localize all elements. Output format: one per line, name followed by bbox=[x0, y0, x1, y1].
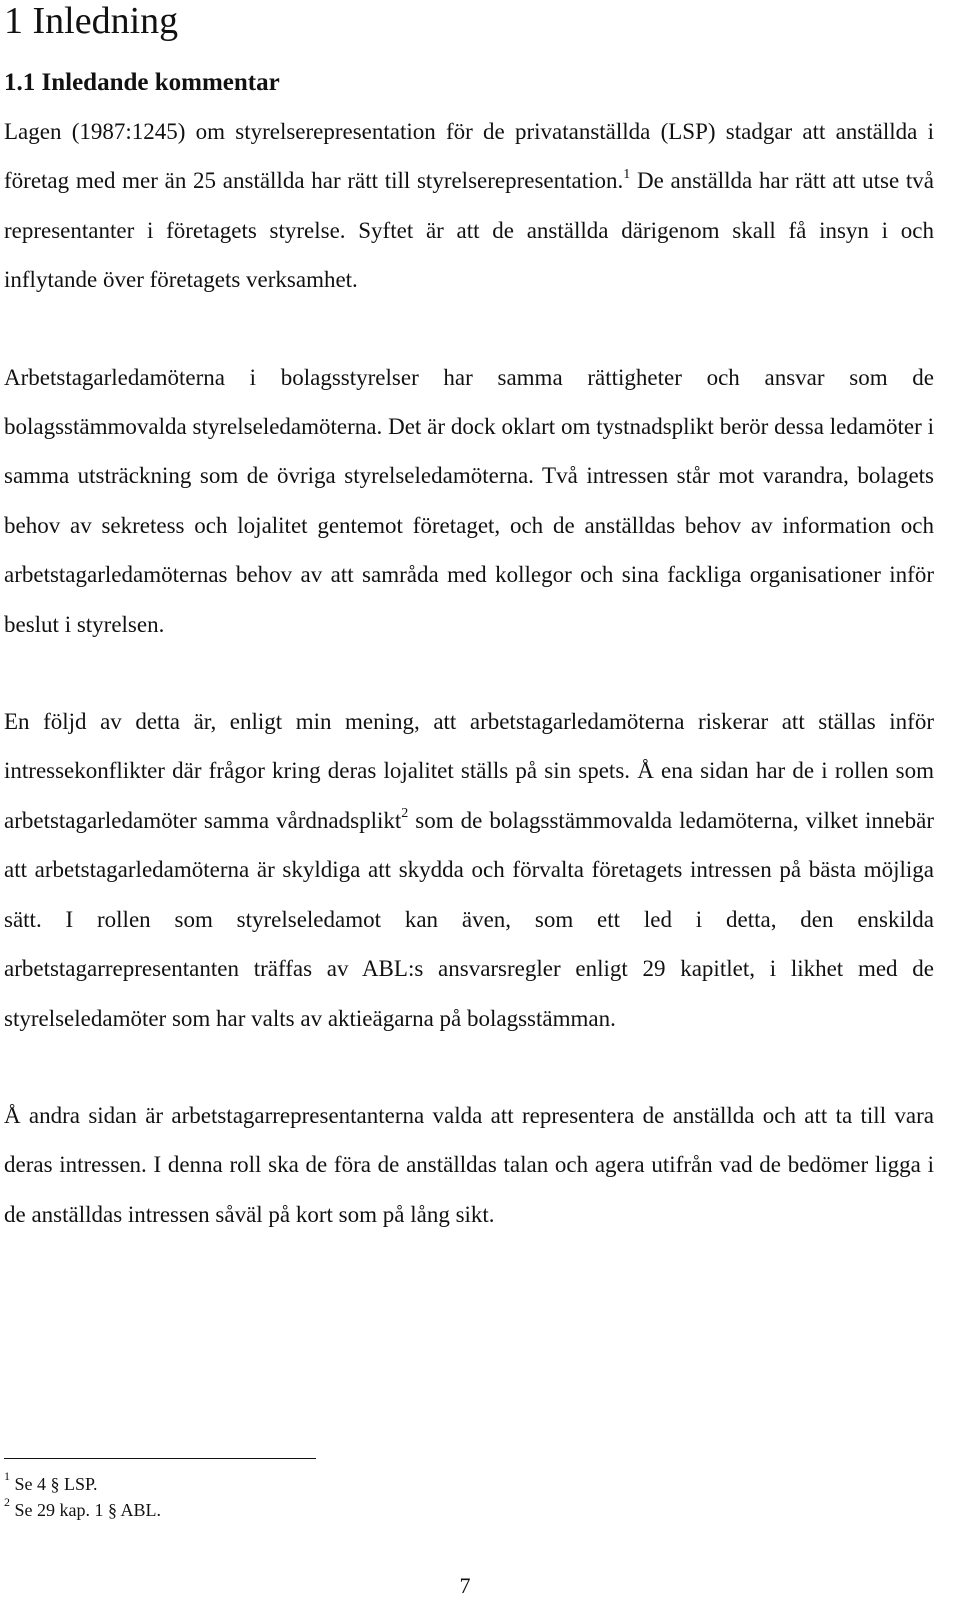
footnote-ref-1: 1 bbox=[623, 166, 631, 182]
paragraph-3-text-b: som de bolagsstämmovalda ledamöterna, vilket innebär att arbetstagarledamöterna är skyldiga att skydda och förvalta företagets intressen på bästa möjliga sätt. I rollen som styrelseledamot kan även, som ett led i detta, den enskilda arbetstagarrepresentanten träffas av ABL:s ansvarsregler enligt 29 kapitlet, i likhet med de styrelseledamöter som har valts av aktieägarna på bolagsstämman. bbox=[4, 807, 934, 1031]
footnote-1 bbox=[4, 1471, 161, 1497]
chapter-heading: 1 Inledning bbox=[4, 0, 179, 42]
page-number: 7 bbox=[459, 1573, 471, 1598]
section-heading: 1.1 Inledande kommentar bbox=[4, 69, 280, 96]
footnote-1-number: 1 bbox=[4, 1469, 10, 1483]
footnote-ref-2: 2 bbox=[401, 806, 409, 822]
paragraph-1-text-a: Lagen (1987:1245) om styrelserepresentation för de privatanställda (LSP) stadgar att anställda i företag med mer än 25 anställda har rätt till styrelserepresentation. bbox=[4, 119, 934, 194]
paragraph-2: Arbetstagarledamöterna i bolagsstyrelser har samma rättigheter och ansvar som de bolagsstämmovalda styrelseledamöterna. Det är dock oklart om tystnadsplikt berör dessa ledamöter i samma utsträckning som de övriga styrelseledamöterna. Två intressen står mot varandra, bolagets behov av sekretess och lojalitet gentemot företaget, och de anställdas behov av information och arbetstagarledamöternas behov av att samråda med kollegor och sina fackliga organisationer inför beslut i styrelsen. bbox=[4, 364, 934, 637]
footnote-2 bbox=[4, 1497, 161, 1523]
footnote-1-text: Se 4 § LSP. bbox=[10, 1474, 98, 1494]
footnotes bbox=[4, 1471, 161, 1523]
footnote-divider bbox=[4, 1458, 316, 1459]
footnote-2-number: 2 bbox=[4, 1495, 10, 1509]
paragraph-1-text-b: De anställda har rätt att utse två representanter i företagets styrelse. Syftet är att de anställda därigenom skall få insyn i och inflytande över företagets verksamhet. bbox=[4, 168, 935, 293]
paragraph-3-text-a: En följd av detta är, enligt min mening, att arbetstagarledamöterna riskerar att ställas inför intressekonflikter där frågor kring deras lojalitet ställs på sin spets. Å ena sidan har de i rollen som arbetstagarledamöter samma vårdnadsplikt bbox=[4, 709, 934, 833]
document-page bbox=[4, 0, 934, 1239]
paragraph-1 bbox=[4, 107, 934, 305]
paragraph-4: Å andra sidan är arbetstagarrepresentanterna valda att representera de anställda och att ta till vara deras intressen. I denna roll ska de föra de anställdas talan och agera utifrån vad de bedömer ligga i de anställdas intressen såväl på kort som på lång sikt. bbox=[4, 1102, 934, 1227]
paragraph-3 bbox=[4, 697, 934, 1043]
footnote-2-text: Se 29 kap. 1 § ABL. bbox=[10, 1500, 161, 1520]
